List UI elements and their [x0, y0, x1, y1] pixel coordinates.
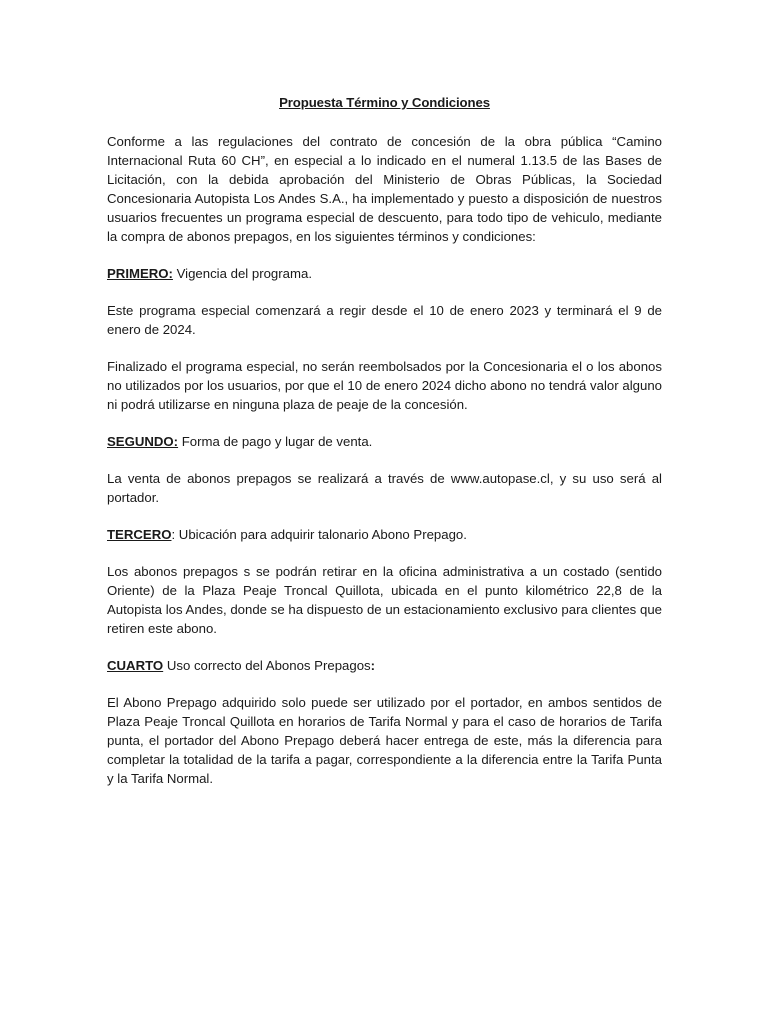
section-cuarto-heading	[107, 656, 662, 675]
intro-paragraph: Conforme a las regulaciones del contrato de concesión de la obra pública “Camino Internacional Ruta 60 CH”, en especial a lo indicado en el numeral 1.13.5 de las Bases de Licitación, con la debida aprobación del Ministerio de Obras Públicas, la Sociedad Concesionaria Autopista Los Andes S.A., ha implementado y puesto a disposición de nuestros usuarios frecuentes un programa especial de descuento, para todo tipo de vehiculo, mediante la compra de abonos prepagos, en los siguientes términos y condiciones:	[107, 134, 662, 244]
document-title: Propuesta Término y Condiciones	[279, 95, 490, 110]
section-primero-paragraph-2: Finalizado el programa especial, no serán reembolsados por la Concesionaria el o los abonos no utilizados por los usuarios, por que el 10 de enero 2024 dicho abono no tendrá valor alguno ni podrá utilizarse en ninguna plaza de peaje de la concesión.	[107, 359, 662, 412]
section-label: SEGUNDO:	[107, 434, 179, 449]
section-label: CUARTO	[107, 658, 164, 673]
section-heading-text: Forma de pago y lugar de venta.	[178, 434, 373, 449]
section-cuarto-paragraph-1: El Abono Prepago adquirido solo puede ser utilizado por el portador, en ambos sentidos de Plaza Peaje Troncal Quillota en horarios de Tarifa Normal y para el caso de horarios de Tarifa punta, el portador del Abono Prepago deberá hacer entrega de este, más la diferencia para completar la totalidad de la tarifa a pagar, correspondiente a la diferencia entre la Tarifa Punta y la Tarifa Normal.	[107, 695, 662, 786]
section-segundo-paragraph-1: La venta de abonos prepagos se realizará a través de www.autopase.cl, y su uso será al portador.	[107, 471, 662, 505]
section-tercero-paragraph-1: Los abonos prepagos s se podrán retirar en la oficina administrativa a un costado (sentido Oriente) de la Plaza Peaje Troncal Quillota, ubicada en el punto kilométrico 22,8 de la Autopista los Andes, donde se ha dispuesto de un estacionamiento exclusivo para clientes que retiren este abono.	[107, 564, 662, 636]
section-primero-paragraph-1: Este programa especial comenzará a regir desde el 10 de enero 2023 y terminará el 9 de enero de 2024.	[107, 303, 662, 337]
section-segundo-heading	[107, 432, 662, 451]
section-tercero-heading	[107, 525, 662, 544]
document-page	[107, 93, 662, 806]
section-label: PRIMERO:	[107, 266, 173, 281]
section-label: TERCERO	[107, 527, 172, 542]
section-heading-suffix: :	[370, 658, 376, 673]
section-primero-heading	[107, 264, 662, 283]
section-heading-text: Uso correcto del Abonos Prepagos	[163, 658, 371, 673]
section-heading-text: Vigencia del programa.	[172, 266, 312, 281]
section-heading-text: : Ubicación para adquirir talonario Abono Prepago.	[171, 527, 467, 542]
